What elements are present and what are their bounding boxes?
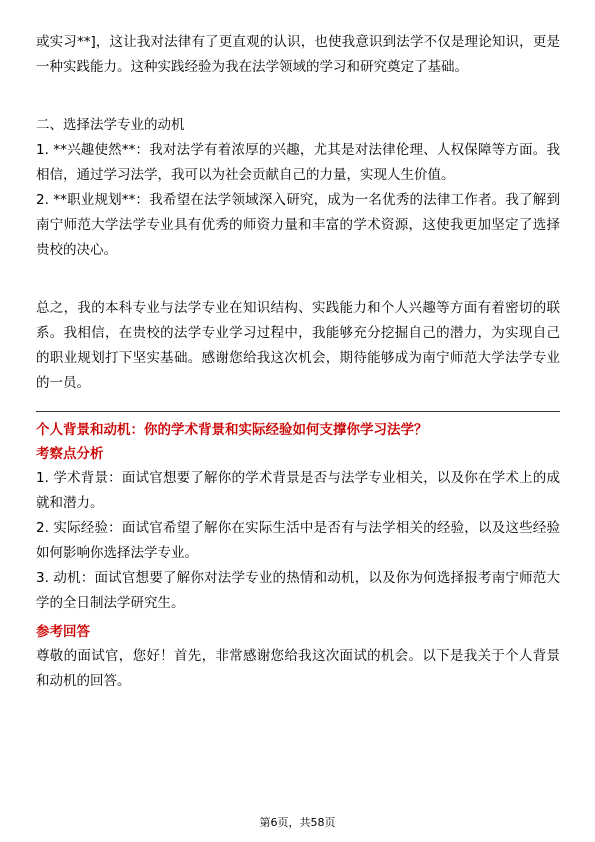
analysis-item-motivation: 3. 动机：面试官想要了解你对法学专业的热情和动机，以及你为何选择报考南宁师范大学的全日制法学研究生。 <box>36 570 560 611</box>
motivation-item-interest: 1. **兴趣使然**：我对法学有着浓厚的兴趣，尤其是对法律伦理、人权保障等方面。我相信，通过学习法学，我可以为社会贡献自己的力量，实现人生价值。 <box>36 142 560 183</box>
question-title: 个人背景和动机：你的学术背景和实际经验如何支撑你学习法学？ <box>36 422 428 438</box>
analysis-label: 考察点分析 <box>36 446 104 462</box>
spacer <box>36 263 560 296</box>
intro-continuation: 或实习**]，这让我对法律有了更直观的认识，也使我意识到法学不仅是理论知识，更是一种实践能力。这种实践经验为我在法学领域的学习和研究奠定了基础。 <box>36 34 560 75</box>
summary-paragraph: 总之，我的本科专业与法学专业在知识结构、实践能力和个人兴趣等方面有着密切的联系。我相信，在贵校的法学专业学习过程中，我能够充分挖掘自己的潜力，为实现自己的职业规划打下坚实基础。感谢您给我这次机会，期待能够成为南宁师范大学法学专业的一员。 <box>36 300 560 391</box>
motivation-item-career: 2. **职业规划**：我希望在法学领域深入研究，成为一名优秀的法律工作者。我了解到南宁师范大学法学专业具有优秀的师资力量和丰富的学术资源，这使我更加坚定了选择贵校的决心。 <box>36 192 560 258</box>
answer-text: 尊敬的面试官，您好！首先，非常感谢您给我这次面试的机会。以下是我关于个人背景和动机的回答。 <box>36 648 560 689</box>
analysis-item-experience: 2. 实际经验：面试官希望了解你在实际生活中是否有与法学相关的经验，以及这些经验如何影响你选择法学专业。 <box>36 520 560 561</box>
page-footer: 第6页，共58页 <box>259 816 336 829</box>
spacer <box>36 80 560 113</box>
answer-label: 参考回答 <box>36 624 90 640</box>
section-divider <box>36 411 560 412</box>
motivation-heading: 二、选择法学专业的动机 <box>36 117 185 133</box>
document-page <box>36 30 560 694</box>
analysis-item-academic: 1. 学术背景：面试官想要了解你的学术背景是否与法学专业相关，以及你在学术上的成就和潜力。 <box>36 470 560 511</box>
